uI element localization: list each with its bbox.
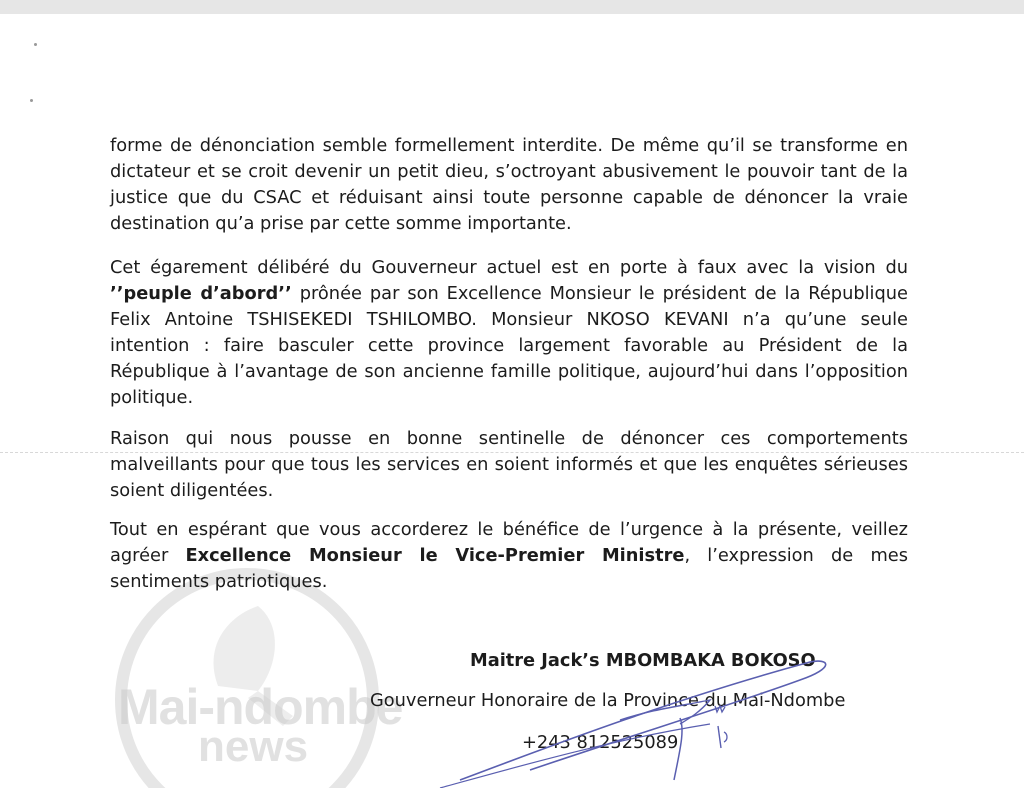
- handwritten-signature-icon: [380, 640, 860, 788]
- signatory-phone: +243 812525089: [522, 732, 679, 753]
- scan-speck: [30, 99, 33, 102]
- scan-top-edge: [0, 0, 1024, 14]
- watermark-text: Mai-ndombe: [118, 679, 403, 735]
- paragraph-text: Tout en espérant que vous accorderez le bénéfice de l’urgence à la présente, veillez agréer: [110, 519, 908, 566]
- letter-paragraph-3: Raison qui nous pousse en bonne sentinelle de dénoncer ces comportements malveillants pour que tous les services en soient informés et que les enquêtes sérieuses soient diligentées.: [110, 428, 908, 501]
- paragraph-text: Cet égarement délibéré du Gouverneur actuel est en porte à faux avec la vision du: [110, 257, 908, 278]
- letter-paragraph-1: forme de dénonciation semble formellement interdite. De même qu’il se transforme en dictateur et se croit devenir un petit dieu, s’octroyant abusivement le pouvoir tant de la justice que du CSAC et réduisant ainsi toute personne capable de dénoncer la vraie destination qu’a prise par cette somme importante.: [110, 135, 908, 234]
- quoted-slogan: ’’peuple d’abord’’: [110, 283, 292, 304]
- letter-paragraph-2: [110, 255, 908, 411]
- scan-speck: [34, 43, 37, 46]
- paragraph-text: prônée par son Excellence Monsieur le président de la République Felix Antoine TSHISEKEDI TSHILOMBO. Monsieur NKOSO KEVANI n’a qu’une seule intention : faire basculer cette province largement favorable au Président de la République à l’avantage de son ancienne famille politique, aujourd’hui dans l’opposition politique.: [110, 283, 908, 408]
- signatory-name: Maitre Jack’s MBOMBAKA BOKOSO: [470, 650, 816, 671]
- addressee-title: Excellence Monsieur le Vice-Premier Ministre: [185, 545, 685, 566]
- signatory-title: Gouverneur Honoraire de la Province du Mai-Ndombe: [370, 690, 846, 711]
- watermark-text-news: news: [198, 722, 309, 771]
- letter-paragraph-4: [110, 517, 908, 595]
- paragraph-text: , l’expression de mes sentiments patriotiques.: [110, 545, 908, 592]
